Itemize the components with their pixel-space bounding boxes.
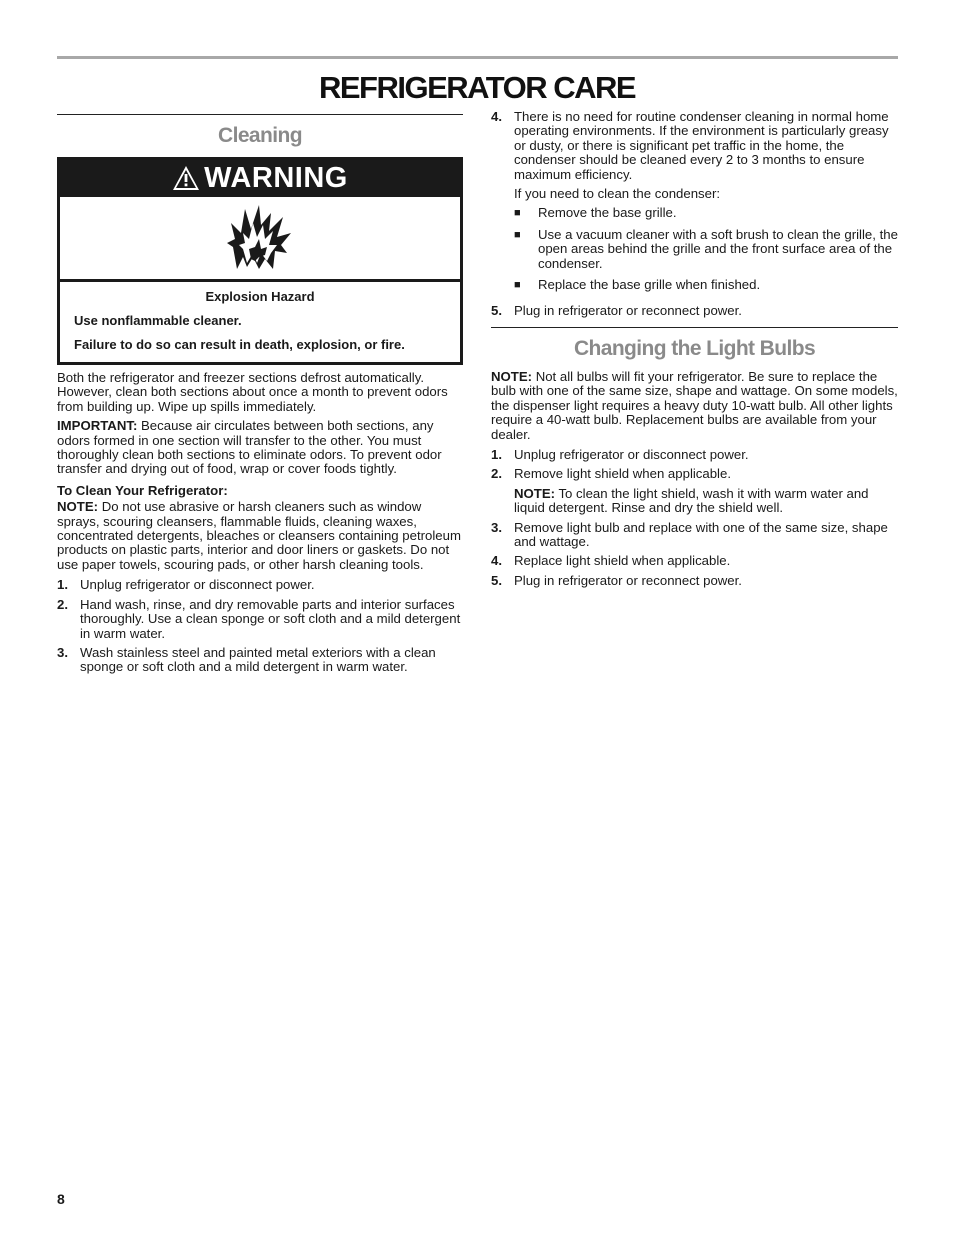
note-text: To clean the light shield, wash it with warm water and liquid detergent. Rinse and dry the shield well. (514, 485, 869, 516)
list-item (57, 578, 463, 592)
step-text: Remove light shield when applicable. (514, 466, 731, 482)
step-text: Replace light shield when applicable. (514, 553, 731, 569)
condenser-bullets (514, 206, 898, 292)
step-number: 2. (57, 596, 68, 612)
cleaning-heading: Cleaning (218, 124, 302, 147)
bullet-text: Remove the base grille. (538, 205, 677, 221)
bullet-text: Replace the base grille when finished. (538, 277, 761, 293)
step-text: Unplug refrigerator or disconnect power. (80, 577, 315, 593)
step-number: 1. (491, 446, 502, 462)
step-text: Remove light bulb and replace with one of the same size, shape and wattage. (514, 519, 888, 549)
step-number: 5. (491, 303, 502, 319)
warning-triangle-icon (172, 165, 200, 191)
warning-label: WARNING (204, 161, 348, 194)
hazard-line-1: Use nonflammable cleaner. (74, 313, 242, 328)
explosion-icon (225, 203, 295, 273)
note-text: Do not use abrasive or harsh cleaners such as window sprays, scouring cleansers, flammable fluids, cleaning waxes, concentrated detergents, bleaches or cleansers containing petroleum products on plastic parts, interior and door liners or gaskets. Do not use paper towels, scouring pads, or other harsh cleaning tools. (57, 499, 461, 572)
note-label: NOTE: (491, 368, 533, 384)
step-number: 4. (491, 553, 502, 569)
list-item (57, 598, 463, 641)
square-bullet-icon: ■ (514, 228, 521, 241)
right-column (491, 110, 898, 593)
list-item (57, 646, 463, 675)
bulb-steps (491, 448, 898, 588)
section-divider (57, 114, 463, 115)
warning-banner (60, 160, 460, 196)
bullet-item (514, 206, 898, 220)
bullet-item (514, 228, 898, 271)
step-number: 5. (491, 572, 502, 588)
step-text: Hand wash, rinse, and dry removable parts and interior surfaces thoroughly. Use a clean sponge or soft cloth and a mild detergent in warm water. (80, 596, 461, 641)
list-item (491, 448, 898, 462)
step-number: 3. (57, 644, 68, 660)
step-text: Plug in refrigerator or reconnect power. (514, 303, 742, 319)
important-text: Because air circulates between both sections, any odors formed in one section will transfer to the other. You must thoroughly clean both sections to eliminate odors. To prevent odor transfer and drying out of food, wrap or cover foods tightly. (57, 418, 442, 477)
page-title: REFRIGERATOR CARE (318, 70, 636, 105)
hazard-line-2: Failure to do so can result in death, explosion, or fire. (74, 337, 405, 352)
step-number: 3. (491, 519, 502, 535)
note-label: NOTE: (57, 499, 99, 515)
step-number: 1. (57, 577, 68, 593)
cleaning-steps-continued (491, 110, 898, 319)
step-note (514, 487, 898, 516)
bullet-text: Use a vacuum cleaner with a soft brush to clean the grille, the open areas behind the grille and the front surface area of the condenser. (538, 226, 898, 271)
cleaning-intro: Both the refrigerator and freezer sections defrost automatically. However, clean both sections about once a month to prevent odors from building up. Wipe up spills immediately. (57, 370, 448, 414)
step-text: There is no need for routine condenser cleaning in normal home operating environments. If the environment is particularly greasy or dusty, or there is significant pet traffic in the home, the condenser should be cleaned every 2 to 3 months to ensure maximum efficiency. (514, 109, 889, 182)
to-clean-heading: To Clean Your Refrigerator: (57, 482, 228, 498)
cleaning-note (57, 500, 463, 572)
step-text: Wash stainless steel and painted metal exteriors with a clean sponge or soft cloth and a mild detergent in warm water. (80, 644, 436, 675)
list-item (491, 110, 898, 299)
note-label: NOTE: (514, 485, 556, 501)
step-text-block (514, 467, 898, 515)
list-item (491, 574, 898, 588)
list-item (491, 304, 898, 318)
step-text: Unplug refrigerator or disconnect power. (514, 446, 749, 462)
square-bullet-icon: ■ (514, 207, 521, 220)
top-rule (57, 56, 898, 59)
list-item (491, 467, 898, 515)
page-number: 8 (57, 1191, 65, 1207)
cleaning-steps (57, 578, 463, 674)
section-divider (491, 327, 898, 328)
bulbs-heading: Changing the Light Bulbs (573, 336, 816, 360)
hazard-text (60, 282, 460, 362)
step-text-block (514, 110, 898, 299)
left-column (57, 110, 463, 680)
important-label: IMPORTANT: (57, 418, 138, 434)
step-number: 4. (491, 109, 502, 124)
explosion-hazard-symbol-area (60, 196, 460, 282)
hazard-title: Explosion Hazard (205, 289, 315, 304)
important-paragraph (57, 419, 463, 477)
step-number: 2. (491, 466, 502, 482)
bulbs-note (491, 370, 898, 442)
step-followup: If you need to clean the condenser: (514, 186, 721, 202)
step-text: Plug in refrigerator or reconnect power. (514, 572, 742, 588)
note-text: Not all bulbs will fit your refrigerator. Be sure to replace the bulb with one of the same size, shape and wattage. On some models, the dispenser light requires a heavy duty 10-watt bulb. All other lights require a 40-watt bulb. Replacement bulbs are available from your dealer. (491, 368, 898, 442)
list-item (491, 521, 898, 550)
warning-box (57, 157, 463, 365)
bullet-item (514, 278, 898, 292)
list-item (491, 554, 898, 568)
square-bullet-icon: ■ (514, 279, 521, 292)
